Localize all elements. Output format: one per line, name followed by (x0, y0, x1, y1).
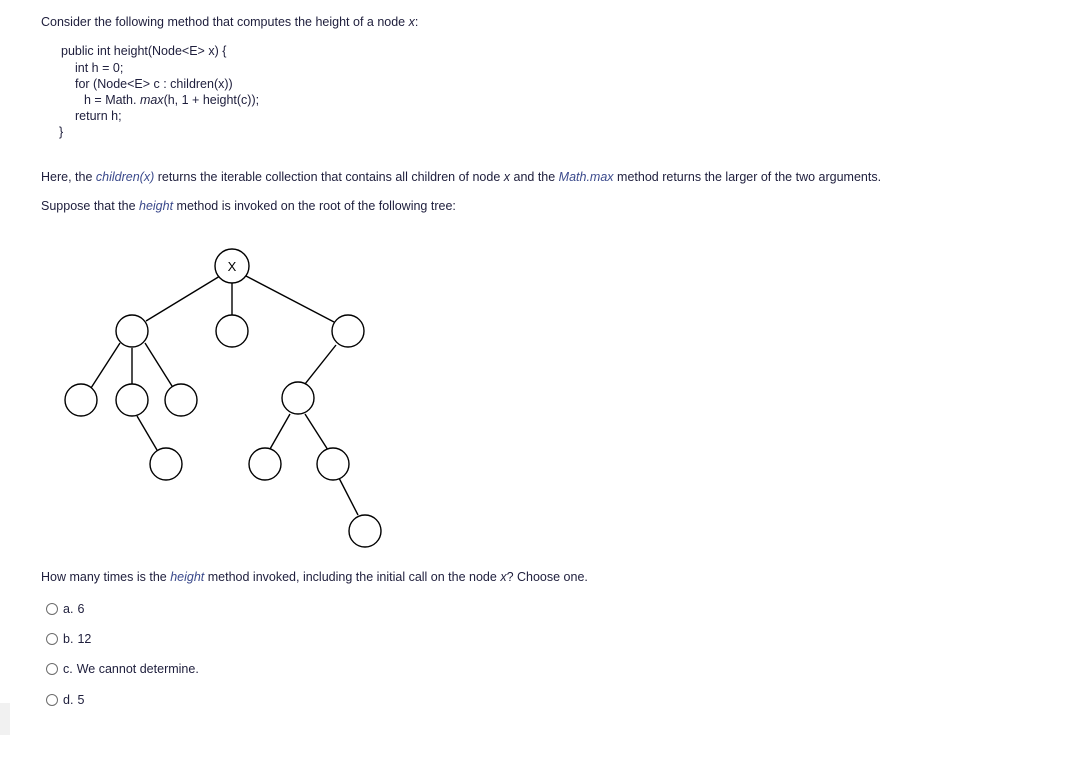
tree-edge (270, 414, 290, 449)
option-c[interactable] (46, 660, 199, 678)
tree-node (165, 384, 197, 416)
tree-node (317, 448, 349, 480)
option-d-radio[interactable] (46, 694, 58, 706)
tree-node (349, 515, 381, 547)
tree-edge (305, 414, 328, 450)
tree-node (116, 384, 148, 416)
code-line-1: public int height(Node<E> x) { (61, 44, 227, 58)
tree-node (150, 448, 182, 480)
explanation-children: children(x) (95, 170, 155, 184)
tree-edge (246, 276, 334, 322)
left-edge-bar (0, 703, 10, 735)
option-c-letter: c. (63, 662, 73, 676)
tree-node (282, 382, 314, 414)
question-height: height (170, 570, 205, 584)
tree-edge (145, 343, 172, 386)
code-line-6: } (59, 125, 64, 139)
code-line-3: for (Node<E> c : children(x)) (75, 77, 233, 91)
tree-node (65, 384, 97, 416)
option-c-radio[interactable] (46, 663, 58, 675)
code-line-4-prefix: h = Math. (84, 93, 140, 107)
suppose-height: height (139, 199, 174, 213)
explanation-part-1: Here, the (41, 170, 96, 184)
option-b-text: 12 (77, 632, 92, 646)
question-part-3: method invoked, including the initial call on the node (204, 570, 501, 584)
intro-suffix: : (414, 15, 419, 29)
option-b[interactable] (46, 630, 91, 648)
tree-root-label: X (227, 259, 237, 274)
tree-node (116, 315, 148, 347)
option-d-text: 5 (77, 693, 85, 707)
question-part-1: How many times is the (41, 570, 171, 584)
code-line-2: int h = 0; (75, 61, 124, 75)
explanation-x: x (503, 170, 511, 184)
explanation-part-3: returns the iterable collection that contains all children of node (154, 170, 504, 184)
tree-node (249, 448, 281, 480)
option-a-text: 6 (77, 602, 85, 616)
option-a-letter: a. (63, 602, 74, 616)
option-b-letter: b. (63, 632, 74, 646)
question-text (41, 570, 588, 584)
tree-edge (305, 345, 336, 384)
tree-edge (339, 478, 358, 515)
explanation-part-5: and the (510, 170, 559, 184)
explanation-part-7: method returns the larger of the two arguments. (613, 170, 882, 184)
tree-edge (146, 276, 220, 321)
option-d[interactable] (46, 691, 84, 709)
question-part-5: ? Choose one. (506, 570, 588, 584)
tree-node (332, 315, 364, 347)
question-x: x (500, 570, 507, 584)
intro-var: x (408, 15, 415, 29)
tree-edge (91, 343, 120, 388)
option-c-text: We cannot determine. (76, 662, 199, 676)
code-line-4-suffix: (h, 1 + height(c)); (163, 93, 260, 107)
option-d-letter: d. (63, 693, 74, 707)
option-b-radio[interactable] (46, 633, 58, 645)
suppose-part-1: Suppose that the (41, 199, 139, 213)
code-line-5: return h; (75, 109, 122, 123)
explanation-mathmax: Math.max (558, 170, 614, 184)
tree-nodes (65, 249, 381, 547)
code-line-4-max: max (139, 93, 164, 107)
suppose-part-3: method is invoked on the root of the following tree: (173, 199, 456, 213)
option-a[interactable] (46, 600, 84, 618)
tree-edge (137, 416, 157, 450)
tree-node (216, 315, 248, 347)
option-a-radio[interactable] (46, 603, 58, 615)
intro-text: Consider the following method that computes the height of a node (41, 15, 409, 29)
